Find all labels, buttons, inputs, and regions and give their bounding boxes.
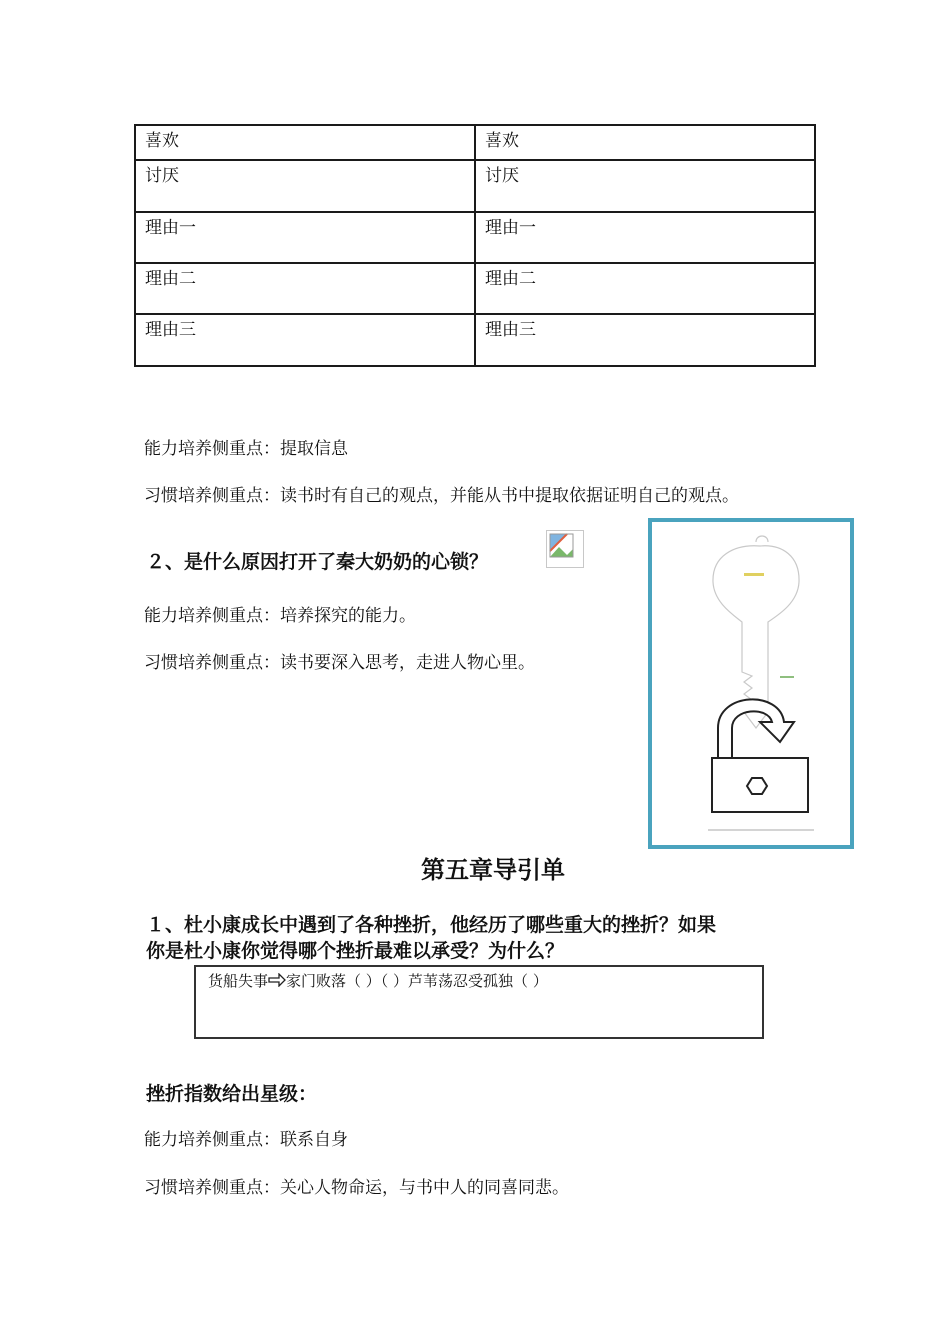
- right-arrow-icon: [268, 970, 286, 994]
- answer-box[interactable]: [194, 965, 764, 1039]
- question-2: ２、是什么原因打开了秦大奶奶的心锁？: [146, 551, 489, 573]
- ability-focus-1: 能力培养侧重点：提取信息: [144, 439, 348, 459]
- habit-focus-3: 习惯培养侧重点：关心人物命运，与书中人的同喜同悲。: [144, 1178, 569, 1198]
- ability-focus-3: 能力培养侧重点：联系自身: [144, 1130, 348, 1150]
- table-row: [135, 125, 815, 160]
- table-cell: 理由一: [475, 212, 815, 263]
- table-cell: 理由二: [475, 263, 815, 314]
- chapter-question-1-line1: １、杜小康成长中遇到了各种挫折，他经历了哪些重大的挫折？如果: [146, 914, 717, 936]
- table-cell: 理由三: [135, 314, 475, 366]
- setback-chain: [208, 969, 548, 994]
- table-row: [135, 212, 815, 263]
- chapter-title: 第五章导引单: [421, 855, 565, 884]
- chapter-question-1-line2: 你是杜小康你觉得哪个挫折最难以承受？为什么？: [146, 940, 565, 962]
- table-row: [135, 263, 815, 314]
- table-cell: 理由一: [135, 212, 475, 263]
- ability-focus-2: 能力培养侧重点：培养探究的能力。: [144, 606, 416, 626]
- comparison-table: [134, 124, 816, 367]
- table-cell: 讨厌: [475, 160, 815, 212]
- table-row: [135, 160, 815, 212]
- habit-focus-2: 习惯培养侧重点：读书要深入思考，走进人物心里。: [144, 653, 535, 673]
- table-cell: 理由三: [475, 314, 815, 366]
- table-row: [135, 314, 815, 366]
- setback-rest: 家门败落（ ）（ ）芦苇荡忍受孤独（ ）: [286, 972, 548, 990]
- table-cell: 喜欢: [475, 125, 815, 160]
- key-lock-picture: [648, 518, 854, 849]
- table-cell: 理由二: [135, 263, 475, 314]
- habit-focus-1: 习惯培养侧重点：读书时有自己的观点，并能从书中提取依据证明自己的观点。: [144, 486, 739, 506]
- broken-image-icon: [546, 530, 584, 568]
- setback-first: 货船失事: [208, 972, 269, 990]
- table-cell: 讨厌: [135, 160, 475, 212]
- key-lock-illustration: [652, 522, 850, 845]
- stars-label: 挫折指数给出星级：: [146, 1083, 318, 1105]
- table-cell: 喜欢: [135, 125, 475, 160]
